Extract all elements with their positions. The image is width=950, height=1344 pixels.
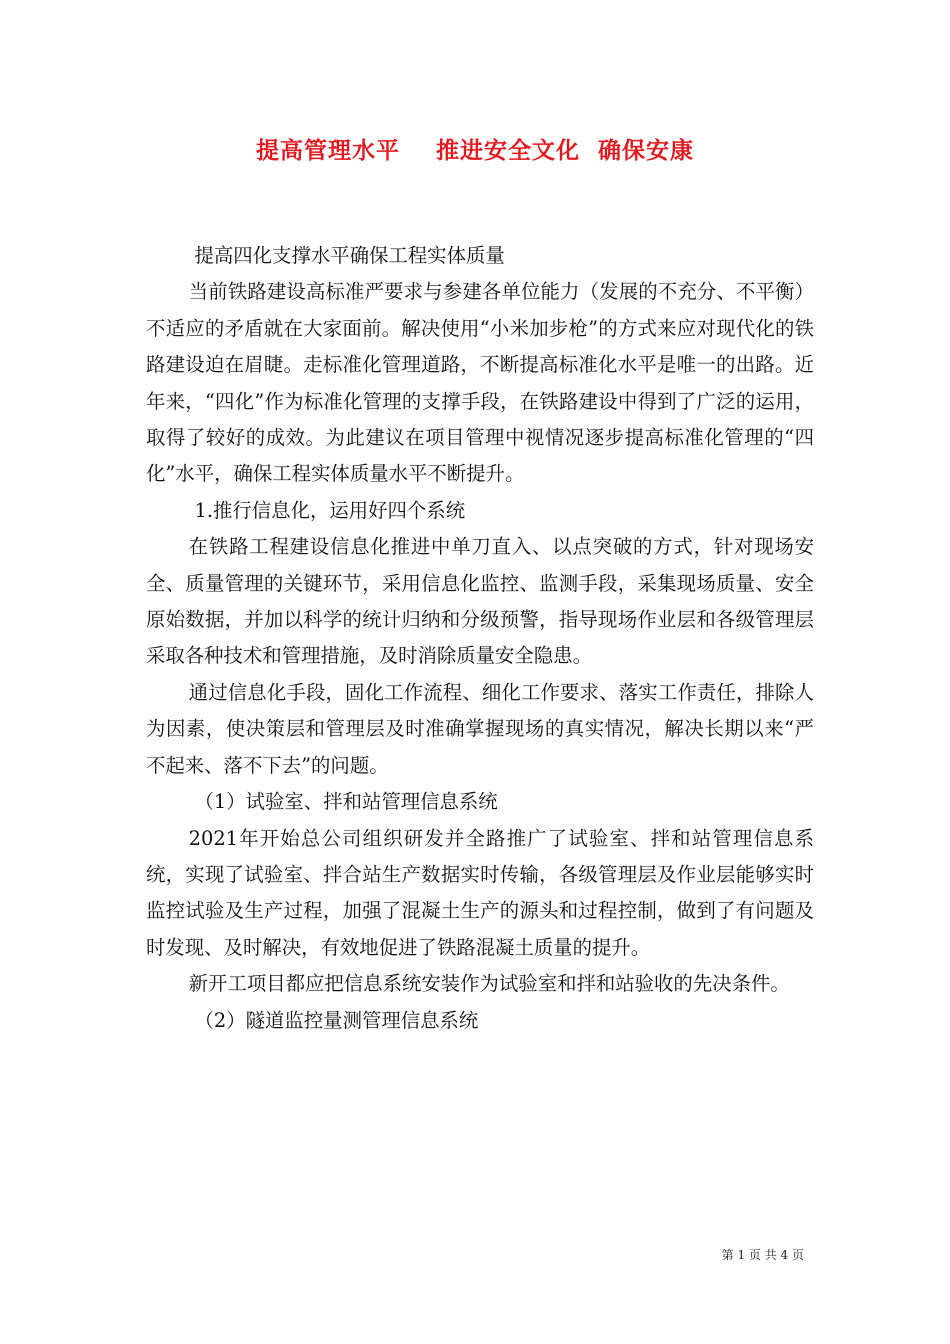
section-heading: 提高四化支撑水平确保工程实体质量 — [194, 244, 505, 267]
body-paragraph: 2021年开始总公司组织研发并全路推广了试验室、拌和站管理信息系统，实现了试验室、拌合站生产数据实时传输，各级管理层及作业层能够实时监控试验及生产过程，加强了混凝土生产的源头和过程控制，做到了有问题及时发现、及时解决，有效地促进了铁路混凝土质量的提升。 — [146, 826, 814, 959]
page-indicator: 第 1 页 共 4 页 — [721, 1248, 804, 1262]
body-paragraph: 当前铁路建设高标准严要求与参建各单位能力（发展的不充分、不平衡）不适应的矛盾就在大家面前。解决使用“小米加步枪”的方式来应对现代化的铁路建设迫在眉睫。走标准化管理道路，不断提高标准化水平是唯一的出路。近年来，“四化”作为标准化管理的支撑手段，在铁路建设中得到了广泛的运用，取得了较好的成效。为此建议在项目管理中视情况逐步提高标准化管理的“四化”水平，确保工程实体质量水平不断提升。 — [146, 280, 814, 486]
body-paragraph: 通过信息化手段，固化工作流程、细化工作要求、落实工作责任，排除人为因素，使决策层和管理层及时准确掌握现场的真实情况，解决长期以来“严不起来、落不下去”的问题。 — [146, 680, 814, 777]
document-title: 提高管理水平 推进安全文化 确保安康 — [255, 138, 695, 164]
section-heading: （2）隧道监控量测管理信息系统 — [194, 1008, 479, 1032]
document-body — [146, 238, 814, 1039]
body-paragraph: 在铁路工程建设信息化推进中单刀直入、以点突破的方式，针对现场安全、质量管理的关键环节，采用信息化监控、监测手段，采集现场质量、安全原始数据，并加以科学的统计归纳和分级预警，指导现场作业层和各级管理层采取各种技术和管理措施，及时消除质量安全隐患。 — [146, 535, 814, 668]
section-heading: （1）试验室、拌和站管理信息系统 — [194, 790, 498, 814]
section-heading: 1.推行信息化，运用好四个系统 — [194, 498, 466, 522]
body-paragraph: 新开工项目都应把信息系统安装作为试验室和拌和站验收的先决条件。 — [188, 972, 790, 996]
